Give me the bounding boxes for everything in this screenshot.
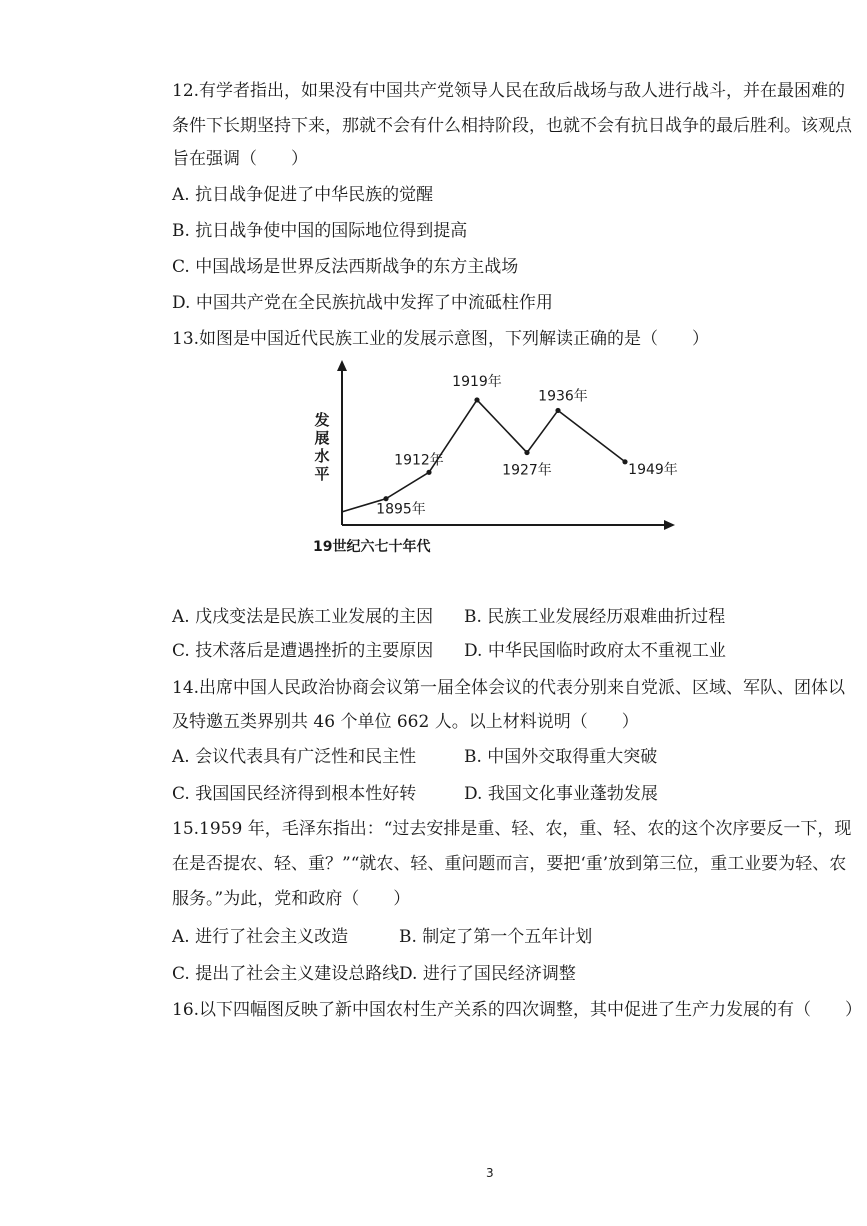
chart-point-6 (622, 459, 627, 464)
page-number: 3 (486, 1166, 494, 1180)
q12-option-d: D. 中国共产党在全民族抗战中发挥了中流砥柱作用 (172, 293, 553, 313)
chart-point-2 (426, 470, 431, 475)
q12-stem-line-3: 旨在强调（ ） (172, 149, 308, 169)
chart-points (376, 373, 678, 518)
q12-stem-line-2: 条件下长期坚持下来，那就不会有什么相持阶段，也就不会有抗日战争的最后胜利。该观点 (172, 116, 852, 136)
chart-point-4 (524, 450, 529, 455)
chart-point-label-4: 1927年 (502, 462, 552, 479)
chart-point-3 (474, 397, 479, 402)
q13-options-row-2 (172, 640, 772, 662)
q14-stem-line-1: 14.出席中国人民政治协商会议第一届全体会议的代表分别来自党派、区域、军队、团体以 (172, 678, 846, 698)
q15-options-row-1 (172, 926, 772, 948)
chart-x-axis (342, 520, 675, 530)
q12-option-c: C. 中国战场是世界反法西斯战争的东方主战场 (172, 257, 519, 277)
national-industry-chart (300, 355, 700, 570)
chart-point-label-5: 1936年 (538, 388, 588, 405)
chart-series-line (342, 400, 625, 512)
q16-stem: 16.以下四幅图反映了新中国农村生产关系的四次调整，其中促进了生产力发展的有（ ） (172, 1000, 863, 1020)
q15-option-c: C. 提出了社会主义建设总路线 (172, 964, 400, 984)
chart-point-1 (383, 496, 388, 501)
q13-option-d: D. 中华民国临时政府太不重视工业 (464, 641, 726, 661)
q15-option-d: D. 进行了国民经济调整 (399, 964, 576, 984)
q14-options-row-1 (172, 746, 772, 768)
chart-xlabel: 19世纪六七十年代 (313, 539, 431, 555)
q15-option-b: B. 制定了第一个五年计划 (399, 927, 593, 947)
q14-option-a: A. 会议代表具有广泛性和民主性 (172, 747, 417, 767)
chart-ylabel: 发展水平 (314, 411, 330, 483)
q13-options-row-1 (172, 606, 772, 628)
q15-stem-line-2: 在是否提农、轻、重？”“就农、轻、重问题而言，要把‘重’放到第三位，重工业要为轻、农 (172, 854, 847, 874)
chart-point-label-6: 1949年 (628, 461, 678, 478)
q13-option-c: C. 技术落后是遭遇挫折的主要原因 (172, 641, 434, 661)
chart-y-axis (337, 360, 347, 525)
q15-stem-line-3: 服务。”为此，党和政府（ ） (172, 889, 411, 909)
q14-options-row-2 (172, 783, 772, 805)
q14-option-c: C. 我国国民经济得到根本性好转 (172, 784, 417, 804)
q15-stem-line-1: 15.1959 年，毛泽东指出：“过去安排是重、轻、农，重、轻、农的这个次序要反一下，现 (172, 819, 852, 839)
q12-option-a: A. 抗日战争促进了中华民族的觉醒 (172, 185, 434, 205)
q12-stem-line-1: 12.有学者指出，如果没有中国共产党领导人民在敌后战场与敌人进行战斗，并在最困难的 (172, 81, 846, 101)
q15-option-a: A. 进行了社会主义改造 (172, 927, 349, 947)
q14-option-d: D. 我国文化事业蓬勃发展 (464, 784, 658, 804)
q12-option-b: B. 抗日战争使中国的国际地位得到提高 (172, 221, 468, 241)
q14-stem-line-2: 及特邀五类界别共 46 个单位 662 人。以上材料说明（ ） (172, 712, 639, 732)
q15-options-row-2 (172, 963, 772, 985)
q13-option-a: A. 戊戌变法是民族工业发展的主因 (172, 607, 434, 627)
chart-point-5 (555, 408, 560, 413)
q14-option-b: B. 中国外交取得重大突破 (464, 747, 658, 767)
chart-point-label-1: 1895年 (376, 501, 426, 518)
q13-option-b: B. 民族工业发展经历艰难曲折过程 (464, 607, 726, 627)
chart-point-label-3: 1919年 (452, 373, 502, 390)
q13-stem: 13.如图是中国近代民族工业的发展示意图，下列解读正确的是（ ） (172, 329, 710, 349)
chart-point-label-2: 1912年 (394, 452, 444, 469)
